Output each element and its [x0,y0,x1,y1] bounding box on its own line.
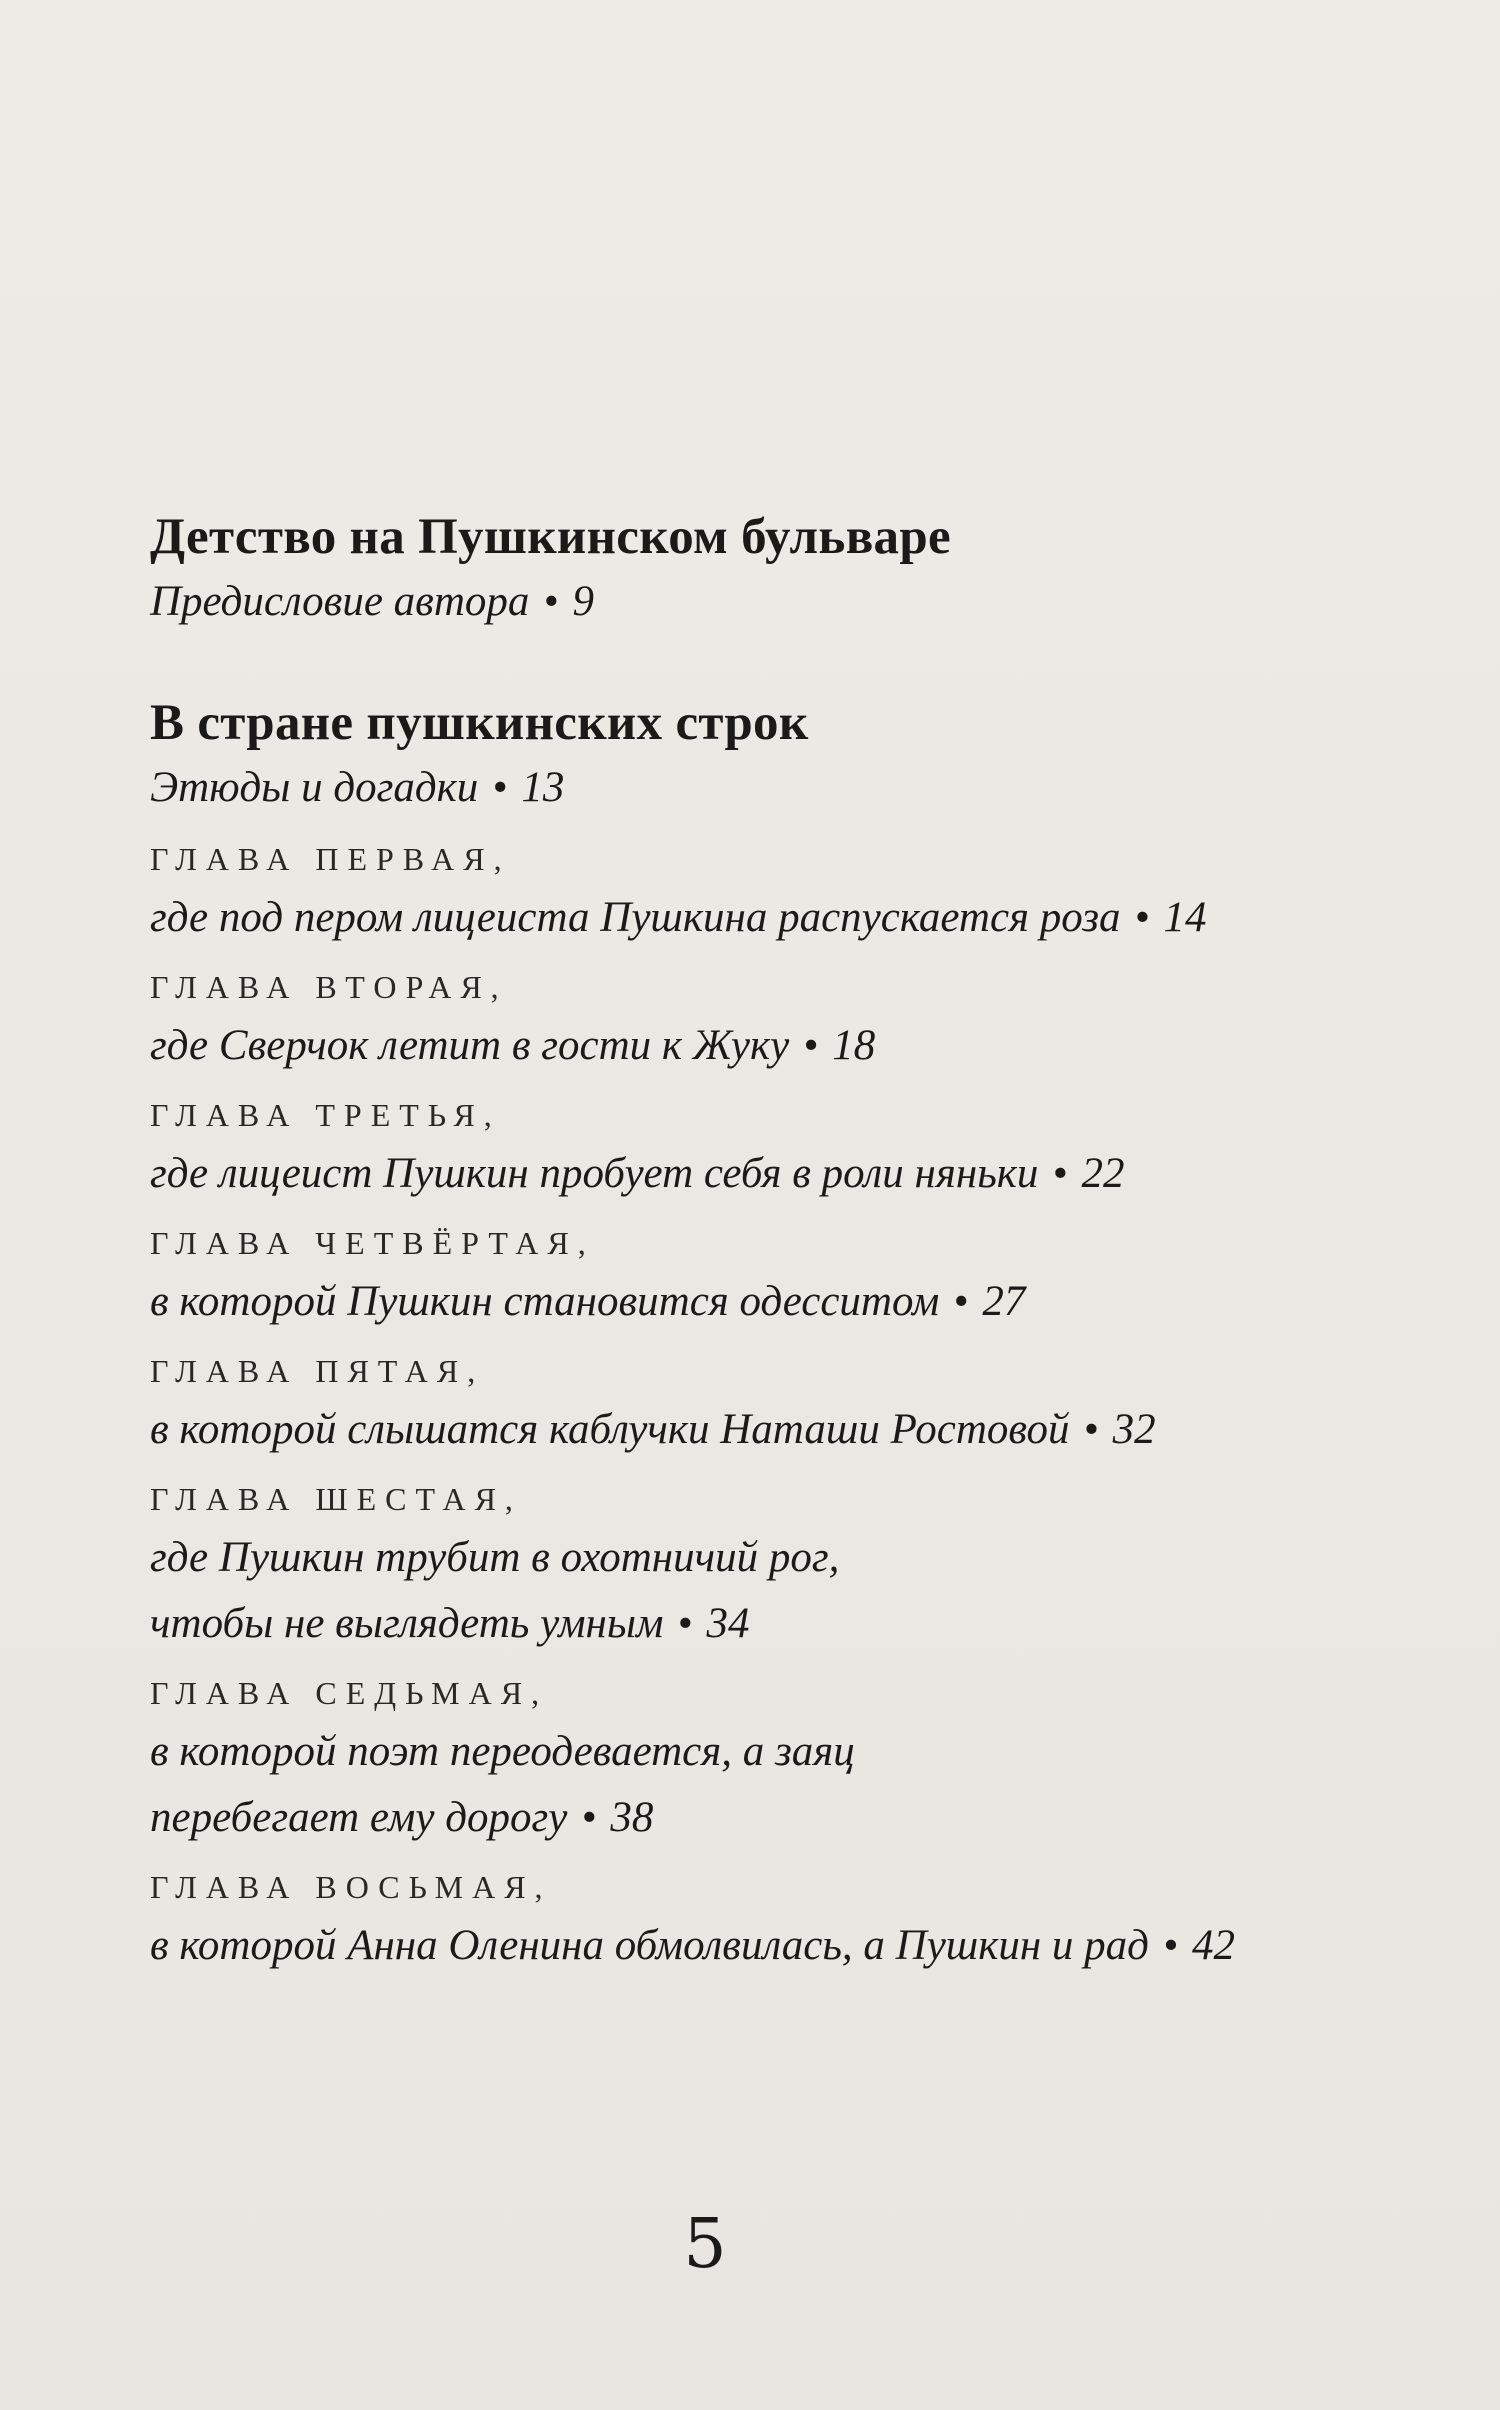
separator-dot: • [543,578,559,625]
section-title: В стране пушкинских строк [150,695,809,751]
entry-text: в которой Анна Оленина обмолвилась, а Пушкин и рад [150,1922,1149,1969]
page-ref: 22 [1081,1150,1125,1197]
chapter-title-line [150,1719,1350,1785]
chapter-title [150,1269,1350,1335]
separator-dot: • [953,1278,969,1325]
separator-dot: • [1162,1922,1178,1969]
page-ref: 32 [1112,1406,1156,1453]
chapter-title [150,1913,1350,1979]
entry-text: перебегает ему дорогу [150,1794,568,1841]
toc-entry [150,755,1350,821]
chapter-entry [150,1861,1350,1979]
toc-section [150,505,1350,635]
separator-dot: • [677,1600,693,1647]
chapter-label: ГЛАВА ЧЕТВЁРТАЯ, [150,1225,595,1261]
table-of-contents [150,505,1350,1989]
chapter-title [150,885,1350,951]
chapter-label: ГЛАВА ПЕРВАЯ, [150,841,511,877]
chapter-title [150,1397,1350,1463]
chapter-label: ГЛАВА ВОСЬМАЯ, [150,1869,552,1905]
separator-dot: • [1134,894,1150,941]
chapter-label: ГЛАВА ПЯТАЯ, [150,1353,485,1389]
chapter-entry [150,1473,1350,1657]
separator-dot: • [492,764,508,811]
chapter-entry [150,1345,1350,1463]
entry-text: в которой слышатся каблучки Наташи Ростовой [150,1406,1070,1453]
chapter-entry [150,961,1350,1079]
toc-section [150,691,1350,821]
chapter-title-line [150,1525,1350,1591]
section-title: Детство на Пушкинском бульваре [150,509,951,565]
page-number: 5 [683,2205,727,2284]
entry-text: чтобы не выглядеть умным [150,1600,664,1647]
chapter-entry [150,1667,1350,1851]
entry-text: в которой Пушкин становится одесситом [150,1278,940,1325]
chapter-title [150,1013,1350,1079]
entry-text: где лицеист Пушкин пробует себя в роли няньки [150,1150,1039,1197]
page-ref: 27 [982,1278,1026,1325]
entry-text: Предисловие автора [150,578,530,625]
toc-entry [150,569,1350,635]
page-ref: 38 [610,1794,654,1841]
entry-text: Этюды и догадки [150,764,479,811]
separator-dot: • [1083,1406,1099,1453]
chapter-entry [150,1217,1350,1335]
chapter-title-line [150,1591,1350,1657]
page-ref: 13 [521,764,565,811]
entry-text: где под пером лицеиста Пушкина распускается роза [150,894,1121,941]
chapter-entry [150,833,1350,951]
page-ref: 42 [1192,1922,1235,1969]
chapter-label: ГЛАВА ШЕСТАЯ, [150,1481,522,1517]
chapter-label: ГЛАВА ВТОРАЯ, [150,969,508,1005]
entry-text: где Пушкин трубит в охотничий рог, [150,1534,840,1581]
page-ref: 14 [1163,894,1207,941]
page-ref: 18 [832,1022,876,1069]
entry-text: где Сверчок летит в гости к Жуку [150,1022,790,1069]
chapter-label: ГЛАВА ТРЕТЬЯ, [150,1097,501,1133]
separator-dot: • [803,1022,819,1069]
entry-text: в которой поэт переодевается, а заяц [150,1728,855,1775]
page-ref: 9 [572,578,594,625]
chapter-title [150,1141,1350,1207]
chapter-label: ГЛАВА СЕДЬМАЯ, [150,1675,549,1711]
separator-dot: • [581,1794,597,1841]
chapter-title-line [150,1785,1350,1851]
page-ref: 34 [706,1600,750,1647]
chapter-entry [150,1089,1350,1207]
separator-dot: • [1052,1150,1068,1197]
